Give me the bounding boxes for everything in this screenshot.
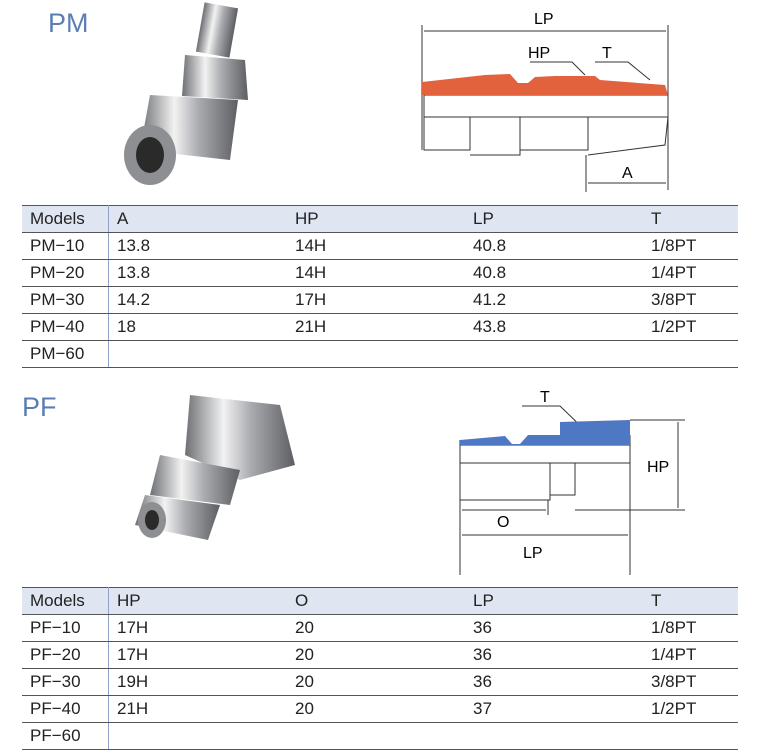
value-cell: 17H	[109, 642, 288, 669]
pf-dimension-diagram	[450, 380, 690, 575]
table-row	[22, 341, 738, 368]
pf-o-label: O	[497, 514, 510, 531]
table-row	[22, 314, 738, 341]
value-cell: 1/8PT	[643, 615, 738, 642]
table-row	[22, 669, 738, 696]
value-cell: 17H	[287, 287, 465, 314]
value-cell: 13.8	[109, 233, 288, 260]
value-cell	[109, 723, 288, 750]
value-cell: 41.2	[465, 287, 643, 314]
value-cell: 21H	[109, 696, 288, 723]
value-cell: 3/8PT	[643, 287, 738, 314]
value-cell: A	[109, 206, 288, 233]
pf-spec-table	[22, 587, 738, 750]
value-cell: LP	[465, 206, 643, 233]
table-row	[22, 287, 738, 314]
model-cell: PM−60	[22, 341, 109, 368]
model-cell: Models	[22, 206, 109, 233]
value-cell: 20	[287, 615, 465, 642]
value-cell: 20	[287, 696, 465, 723]
value-cell: 20	[287, 669, 465, 696]
table-row	[22, 696, 738, 723]
value-cell	[643, 341, 738, 368]
value-cell: 3/8PT	[643, 669, 738, 696]
value-cell	[643, 723, 738, 750]
value-cell	[109, 341, 288, 368]
value-cell: 1/8PT	[643, 233, 738, 260]
model-cell: PF−20	[22, 642, 109, 669]
model-cell: PM−40	[22, 314, 109, 341]
value-cell: 40.8	[465, 260, 643, 287]
value-cell: 17H	[109, 615, 288, 642]
pf-t-label: T	[540, 389, 550, 406]
model-cell: PM−10	[22, 233, 109, 260]
value-cell	[287, 341, 465, 368]
value-cell: LP	[465, 588, 643, 615]
pm-title: PM	[48, 8, 89, 38]
pm-t-label: T	[602, 45, 612, 62]
value-cell: T	[643, 206, 738, 233]
pf-product-photo	[130, 385, 300, 550]
table-row	[22, 233, 738, 260]
pf-title: PF	[22, 392, 57, 422]
value-cell: 36	[465, 642, 643, 669]
value-cell: 1/2PT	[643, 696, 738, 723]
model-cell: PF−40	[22, 696, 109, 723]
value-cell: 18	[109, 314, 288, 341]
value-cell: 14.2	[109, 287, 288, 314]
value-cell: HP	[287, 206, 465, 233]
value-cell: 1/2PT	[643, 314, 738, 341]
table-row	[22, 260, 738, 287]
model-cell: PF−60	[22, 723, 109, 750]
pm-dimension-diagram	[410, 0, 690, 195]
model-cell: Models	[22, 588, 109, 615]
value-cell: 1/4PT	[643, 260, 738, 287]
value-cell: 14H	[287, 260, 465, 287]
value-cell: O	[287, 588, 465, 615]
pm-hp-label: HP	[528, 45, 551, 62]
model-cell: PM−30	[22, 287, 109, 314]
value-cell: 21H	[287, 314, 465, 341]
value-cell	[287, 723, 465, 750]
value-cell: 13.8	[109, 260, 288, 287]
value-cell: 20	[287, 642, 465, 669]
pm-lp-label: LP	[534, 11, 554, 28]
pm-a-label: A	[622, 165, 633, 182]
value-cell	[465, 723, 643, 750]
model-cell: PF−30	[22, 669, 109, 696]
value-cell: 43.8	[465, 314, 643, 341]
value-cell: 19H	[109, 669, 288, 696]
model-cell: PF−10	[22, 615, 109, 642]
table-row	[22, 615, 738, 642]
value-cell: 36	[465, 669, 643, 696]
value-cell: 40.8	[465, 233, 643, 260]
table-row	[22, 723, 738, 750]
value-cell: T	[643, 588, 738, 615]
value-cell: 1/4PT	[643, 642, 738, 669]
pm-spec-table	[22, 205, 738, 368]
value-cell: 14H	[287, 233, 465, 260]
pf-lp-label: LP	[523, 545, 543, 562]
value-cell: 36	[465, 615, 643, 642]
value-cell: 37	[465, 696, 643, 723]
model-cell: PM−20	[22, 260, 109, 287]
pf-hp-label: HP	[647, 459, 670, 476]
table-header-row	[22, 588, 738, 615]
table-row	[22, 642, 738, 669]
pm-product-photo	[110, 0, 250, 190]
value-cell	[465, 341, 643, 368]
table-header-row	[22, 206, 738, 233]
value-cell: HP	[109, 588, 288, 615]
